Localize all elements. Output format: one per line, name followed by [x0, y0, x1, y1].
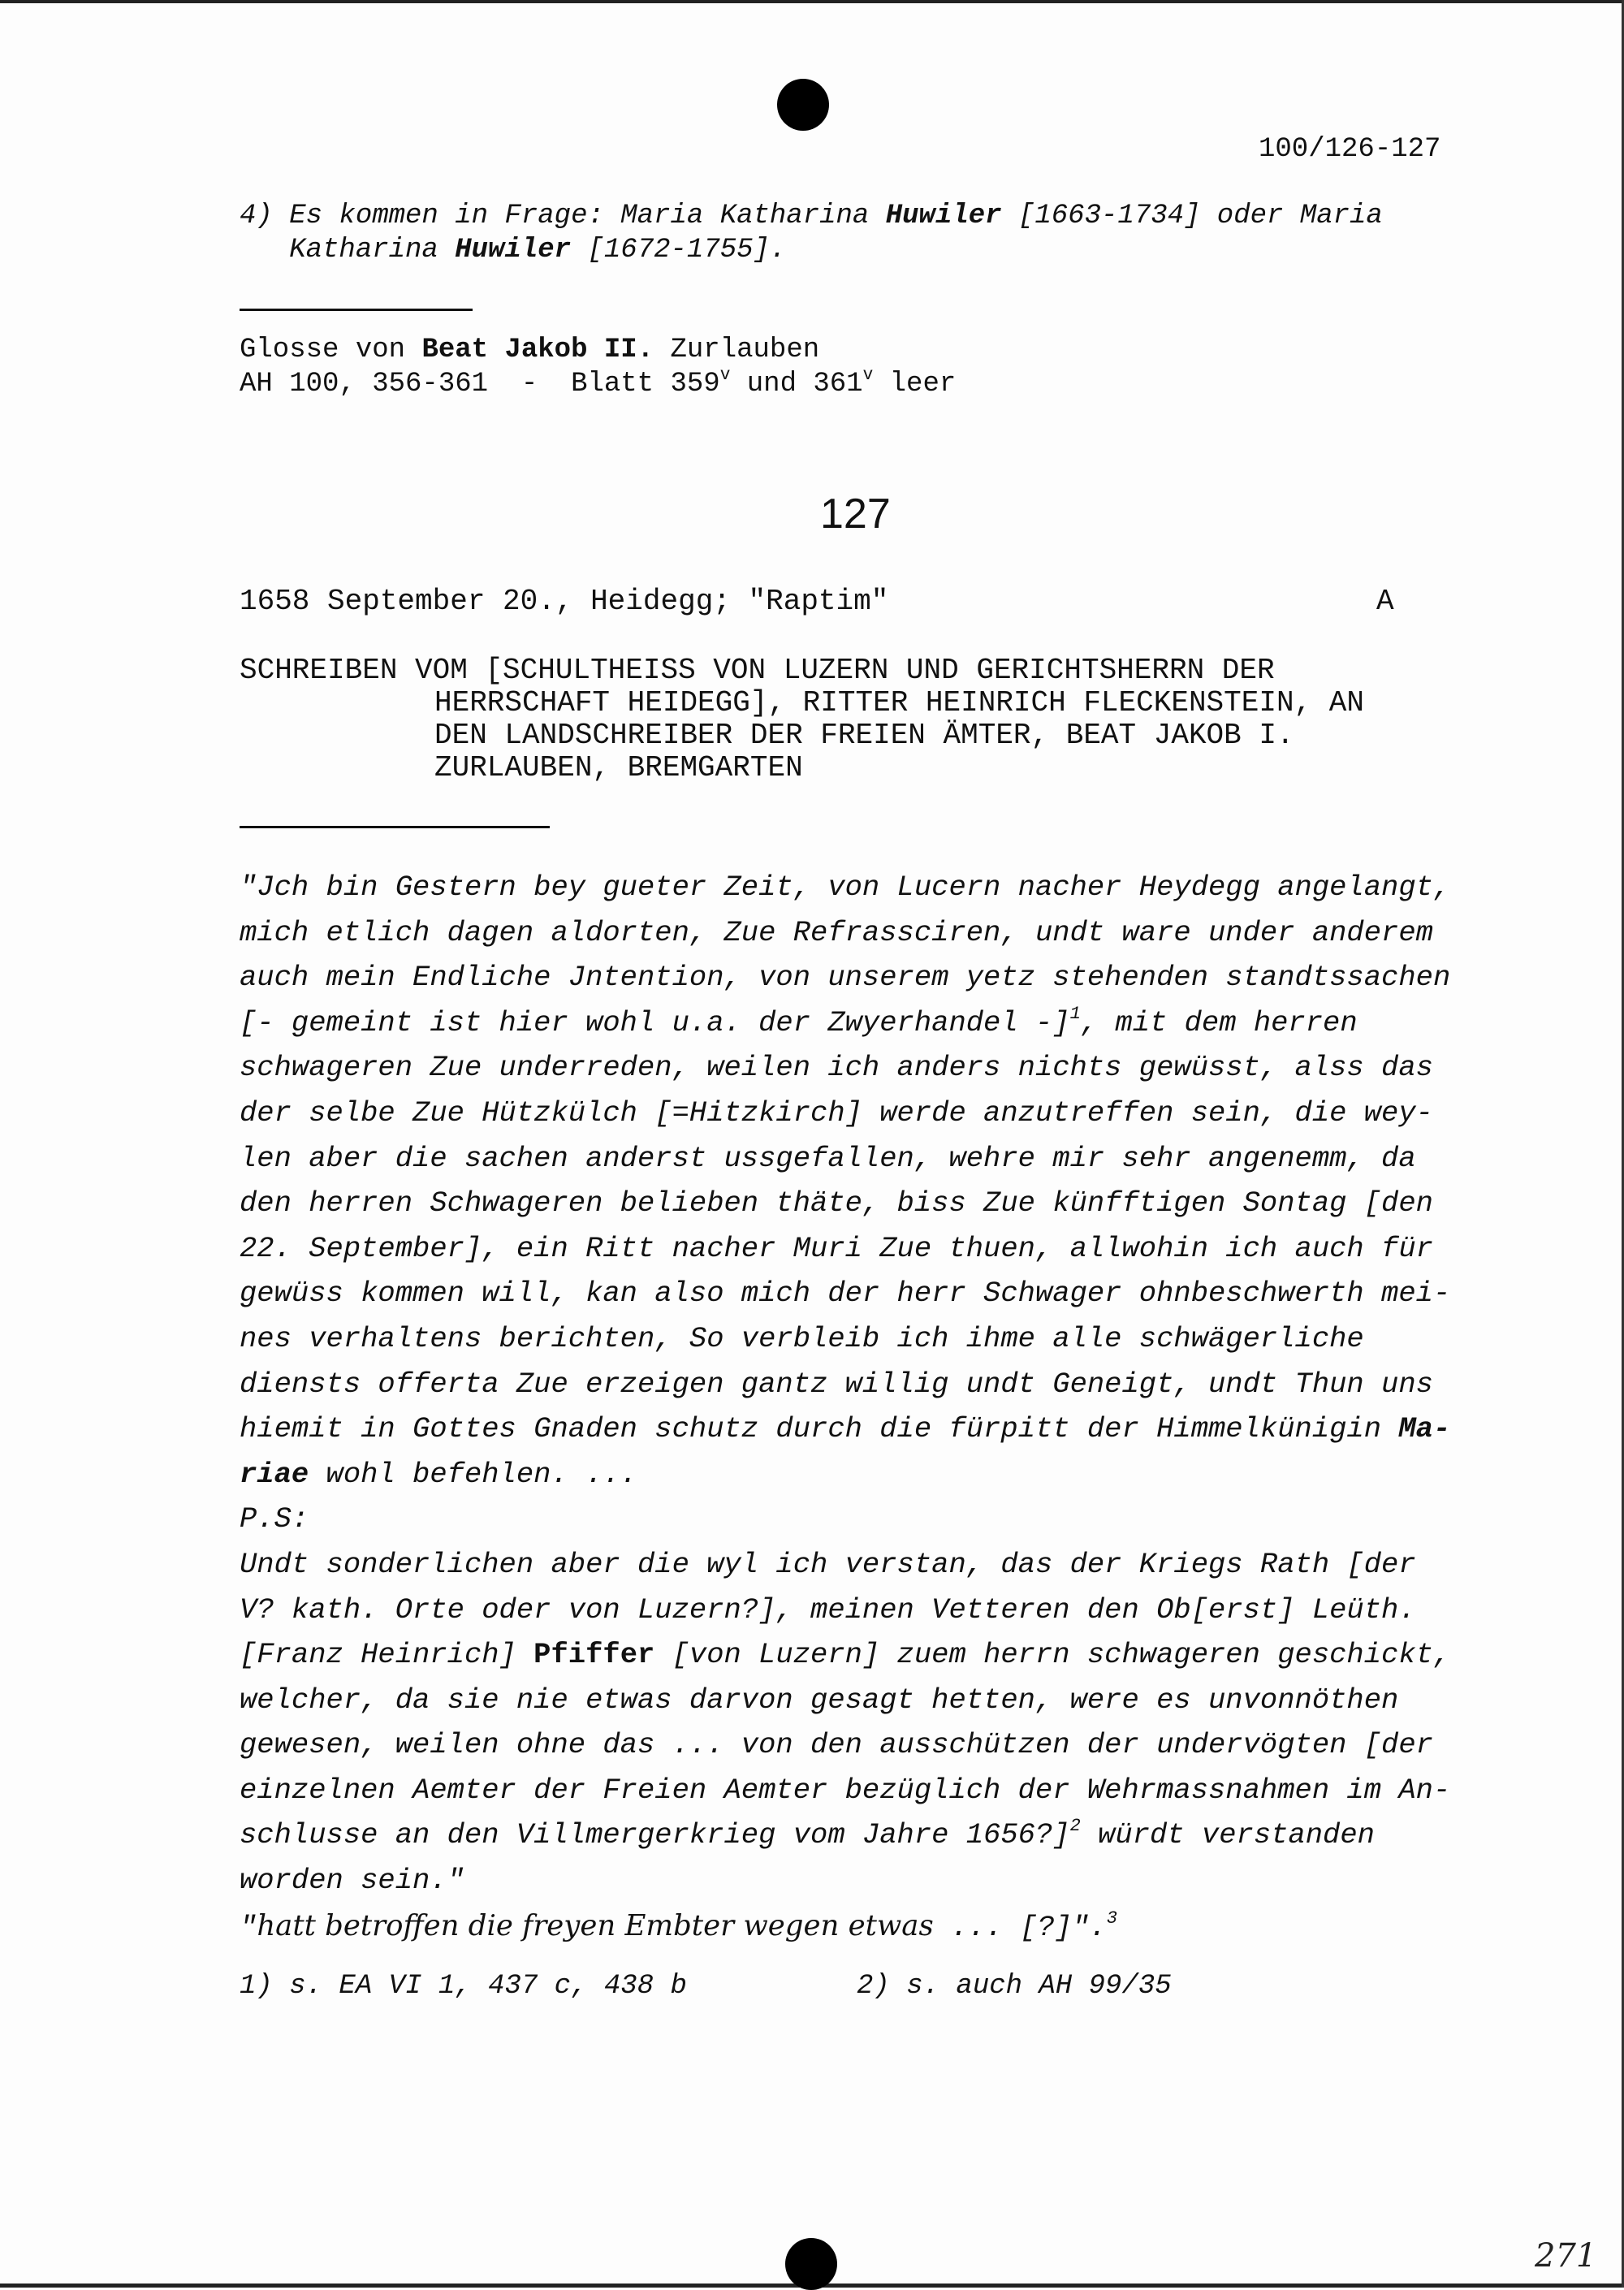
gloss-line1-b: Zurlauben [654, 335, 820, 365]
gloss-author: Beat Jakob II. [421, 335, 654, 365]
body-line [240, 1632, 1490, 1678]
page-number-stamp: 271 [1535, 2237, 1597, 2275]
body-line: len aber die sachen anderst ussgefallen, wehre mir sehr angenemm, da [240, 1141, 1416, 1175]
entry-number: 127 [820, 490, 891, 538]
body-line: gewesen, weilen ohne das ... von den ausschützen der undervögten [der [240, 1728, 1433, 1762]
gloss-line2-b: und 361 [730, 369, 863, 400]
body-line [240, 1903, 1490, 1951]
letter-body [240, 865, 1490, 1950]
body-line-bold: Ma- [1398, 1412, 1451, 1446]
body-line-part: , mit dem herren [1080, 1005, 1358, 1039]
body-line: nes verhaltens berichten, So verbleib ich ihme alle schwägerliche [240, 1321, 1364, 1355]
body-line: mich etlich dagen aldorten, Zue Refrassciren, undt ware under anderem [240, 915, 1433, 949]
body-line: den herren Schwageren belieben thäte, biss Zue künfftigen Sontag [den [240, 1186, 1433, 1221]
body-line: welcher, da sie nie etwas darvon gesagt hetten, were es unvonnöthen [240, 1683, 1399, 1717]
body-line-handwritten-style: hatt betroffen die freyen Embter wegen etwas [257, 1908, 934, 1942]
heading-line-2: HERRSCHAFT HEIDEGG], RITTER HEINRICH FLECKENSTEIN, AN [434, 686, 1364, 719]
body-line: gewüss kommen will, kan also mich der herr Schwager ohnbeschwerth mei- [240, 1277, 1451, 1311]
body-line-part: [Franz Heinrich] [240, 1638, 534, 1672]
document-reference: 100/126-127 [1259, 134, 1441, 165]
body-line: worden sein." [240, 1864, 464, 1898]
footnote-top-line2-b: [1672-1755]. [571, 235, 787, 266]
footnote-2: 2) s. auch AH 99/35 [857, 1971, 1172, 2002]
body-line [240, 1813, 1490, 1858]
dateline: 1658 September 20., Heidegg; "Raptim" [240, 585, 889, 618]
footnote-ref-1: 1 [1069, 1003, 1081, 1024]
body-line: der selbe Zue Hützkülch [=Hitzkirch] werde anzutreffen sein, die wey- [240, 1095, 1433, 1130]
punch-hole-bottom [785, 2238, 837, 2290]
footnote-top-name2: Huwiler [455, 235, 572, 266]
body-line: Undt sonderlichen aber die wyl ich verstan, das der Kriegs Rath [der [240, 1547, 1416, 1581]
body-line-part: [- gemeint ist hier wohl u.a. der Zwyerhandel -] [240, 1005, 1070, 1039]
gloss-line1-a: Glosse von [240, 335, 422, 365]
separator-rule-top [240, 309, 473, 311]
body-line: auch mein Endliche Jntention, von unserem yetz stehenden standtssachen [240, 961, 1451, 995]
body-line [240, 1000, 1490, 1046]
gloss-block [240, 333, 956, 401]
body-line-part: " [240, 1910, 257, 1944]
body-line-part: ... [?]". [933, 1910, 1107, 1944]
separator-rule-middle [240, 826, 550, 828]
gloss-line2-a: AH 100, 356-361 - Blatt 359 [240, 369, 720, 400]
body-line [240, 1406, 1490, 1452]
dateline-marker: A [1376, 585, 1394, 618]
gloss-sup1: v [719, 365, 731, 385]
footnote-ref-2: 2 [1069, 1816, 1081, 1837]
body-line [240, 1452, 1490, 1497]
heading-line-3: DEN LANDSCHREIBER DER FREIEN ÄMTER, BEAT JAKOB I. [434, 719, 1294, 752]
body-line: einzelnen Aemter der Freien Aemter bezüglich der Wehrmassnahmen im An- [240, 1773, 1451, 1807]
body-line-bold: riae [240, 1457, 309, 1491]
body-line-bold: Pfiffer [533, 1638, 655, 1672]
body-line-part: hiemit in Gottes Gnaden schutz durch die fürpitt der Himmelkünigin [240, 1412, 1399, 1446]
footnote-top-line1-b: [1663-1734] oder Maria [1001, 201, 1383, 231]
punch-hole-top [777, 79, 829, 131]
footnote-top-line2-a: Katharina [240, 235, 456, 266]
body-line-part: [von Luzern] zuem herrn schwageren geschickt, [654, 1638, 1451, 1672]
footnote-ref-3: 3 [1106, 1908, 1117, 1929]
footnote-1: 1) s. EA VI 1, 437 c, 438 b [240, 1971, 687, 2002]
body-line: schwageren Zue underreden, weilen ich anders nichts gewüsst, alss das [240, 1051, 1433, 1085]
body-line: diensts offerta Zue erzeigen gantz willig undt Geneigt, undt Thun uns [240, 1367, 1433, 1401]
heading-line-4: ZURLAUBEN, BREMGARTEN [434, 751, 803, 784]
gloss-line2-c: leer [873, 369, 957, 400]
body-line: V? kath. Orte oder von Luzern?], meinen Vetteren den Ob[erst] Leüth. [240, 1592, 1416, 1627]
body-line-ps: P.S: [240, 1502, 309, 1536]
body-line-part: schlusse an den Villmergerkrieg vom Jahre 1656?] [240, 1818, 1070, 1852]
gloss-sup2: v [862, 365, 874, 385]
footnote-top [240, 199, 1383, 267]
body-line-part: würdt verstanden [1080, 1818, 1375, 1852]
body-line: "Jch bin Gestern bey gueter Zeit, von Lucern nacher Heydegg angelangt, [240, 871, 1451, 904]
footnote-top-name1: Huwiler [885, 201, 1002, 231]
footnote-top-line1-a: 4) Es kommen in Frage: Maria Katharina [240, 201, 886, 231]
body-line-part: wohl befehlen. ... [309, 1457, 637, 1491]
scan-edge-top [0, 0, 1624, 3]
body-line: 22. September], ein Ritt nacher Muri Zue thuen, allwohin ich auch für [240, 1231, 1433, 1265]
heading-line-1: SCHREIBEN VOM [SCHULTHEISS VON LUZERN UND GERICHTSHERRN DER [240, 654, 1275, 687]
